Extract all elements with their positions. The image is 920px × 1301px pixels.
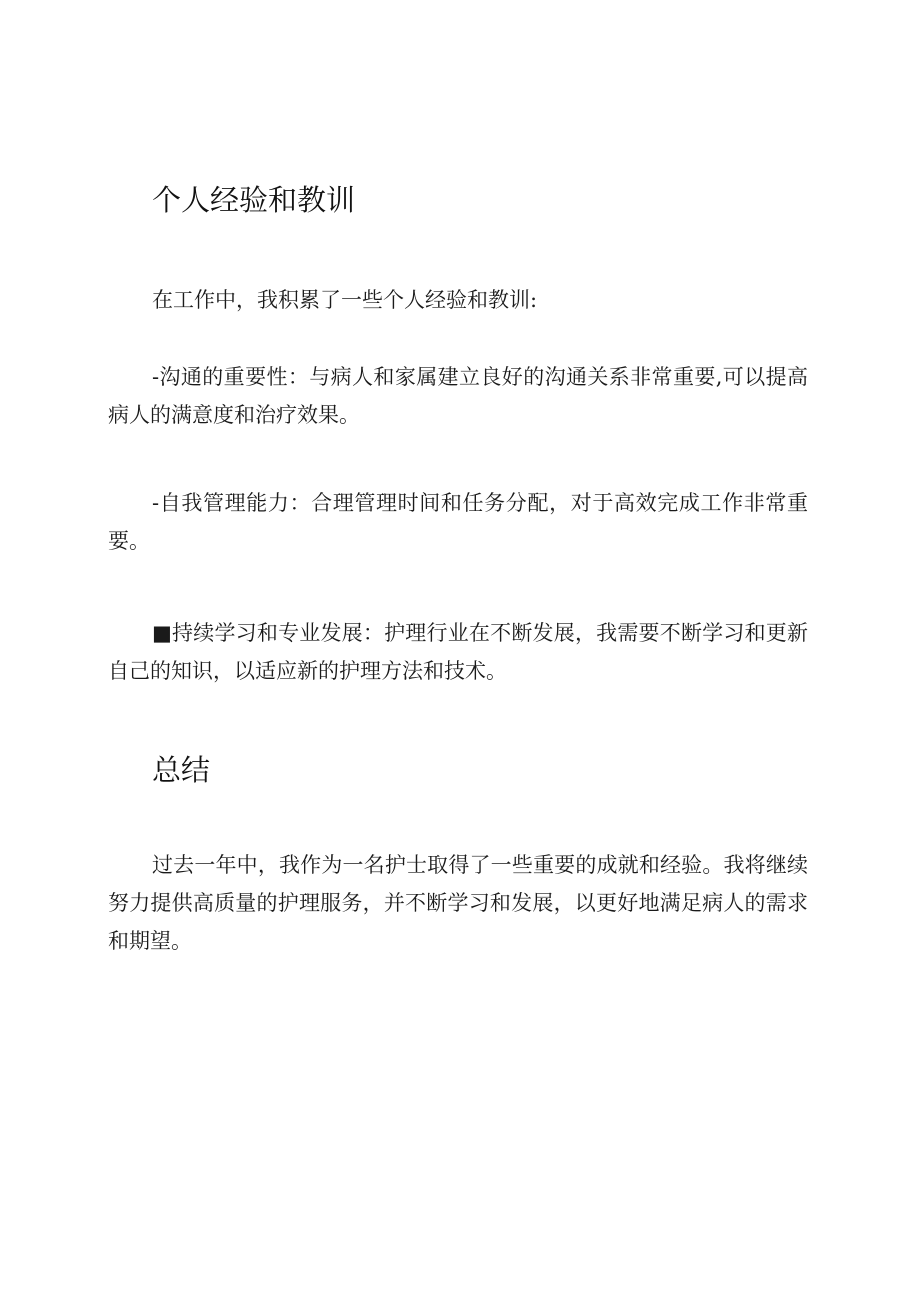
section-heading-experience: 个人经验和教训 [152,183,356,217]
intro-paragraph: 在工作中，我积累了一些个人经验和教训: [152,288,538,312]
section-heading-summary: 总结 [152,753,211,787]
summary-paragraph: 过去一年中，我作为一名护士取得了一些重要的成就和经验。我将继续努力提供高质量的护理服务，并不断学习和发展，以更好地满足病人的需求和期望。 [108,853,808,953]
list-item-self-management: -自我管理能力：合理管理时间和任务分配，对于高效完成工作非常重要。 [108,491,808,553]
list-item-continuous-learning: ■持续学习和专业发展：护理行业在不断发展，我需要不断学习和更新自己的知识，以适应新的护理方法和技术。 [108,621,808,683]
list-item-communication: -沟通的重要性：与病人和家属建立良好的沟通关系非常重要,可以提高病人的满意度和治疗效果。 [108,365,808,427]
